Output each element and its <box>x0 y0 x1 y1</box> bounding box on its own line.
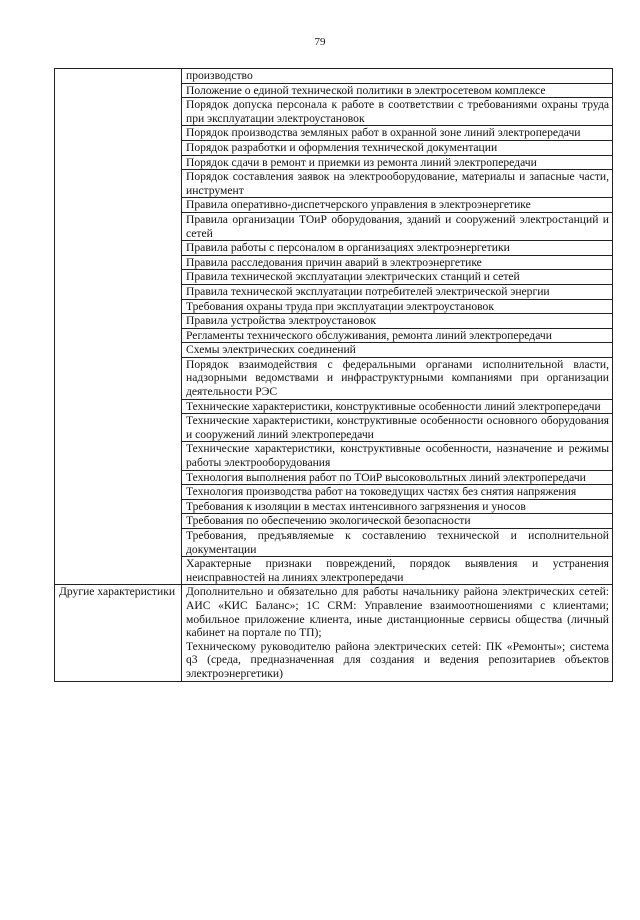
merged-label-cell <box>55 69 182 585</box>
requirement-item: Характерные признаки повреждений, порядок выявления и устранения неисправностей на линиях электропередачи <box>182 557 613 585</box>
requirement-item: Порядок разработки и оформления технической документации <box>182 140 613 155</box>
requirement-item: Требования, предъявляемые к составлению технической и исполнительной документации <box>182 529 613 557</box>
requirement-item: Требования к изоляции в местах интенсивного загрязнения и уносов <box>182 499 613 514</box>
requirement-item: Технические характеристики, конструктивные особенности основного оборудования и сооружений линий электропередачи <box>182 414 613 442</box>
requirement-item: Правила работы с персоналом в организациях электроэнергетики <box>182 241 613 256</box>
requirement-item: Требования по обеспечению экологической безопасности <box>182 514 613 529</box>
other-characteristics-label: Другие характеристики <box>55 585 182 681</box>
table-row <box>55 69 613 84</box>
requirement-item: Требования охраны труда при эксплуатации электроустановок <box>182 299 613 314</box>
other-characteristics-paragraph-1: Дополнительно и обязательно для работы начальнику района электрических сетей: АИС «КИС Баланс»; 1С CRM: Управление взаимоотношениями с клиентами; мобильное приложение клиента, иные дистанционные сервисы общества (личный кабинет на портале по ТП); <box>186 585 609 640</box>
requirement-item: Правила технической эксплуатации потребителей электрической энергии <box>182 284 613 299</box>
requirements-table <box>54 68 613 682</box>
requirement-item: Порядок сдачи в ремонт и приемки из ремонта линий электропередачи <box>182 155 613 170</box>
other-characteristics-value <box>182 585 613 681</box>
requirement-item: Технология выполнения работ по ТОиР высоковольтных линий электропередачи <box>182 470 613 485</box>
table-body <box>55 69 613 682</box>
requirement-item: Порядок допуска персонала к работе в соответствии с требованиями охраны труда при эксплуатации электроустановок <box>182 98 613 126</box>
requirement-item: Правила оперативно-диспетчерского управления в электроэнергетике <box>182 198 613 213</box>
requirement-item: Правила организации ТОиР оборудования, зданий и сооружений электростанций и сетей <box>182 212 613 240</box>
requirement-item: производство <box>182 69 613 84</box>
requirement-item: Правила технической эксплуатации электрических станций и сетей <box>182 270 613 285</box>
other-characteristics-paragraph-2: Техническому руководителю района электрических сетей: ПК «Ремонты»; система q3 (среда, предназначенная для создания и ведения репозитариев объектов электроэнергетики) <box>186 639 609 680</box>
requirement-item: Порядок производства земляных работ в охранной зоне линий электропередачи <box>182 126 613 141</box>
requirement-item: Положение о единой технической политики в электросетевом комплексе <box>182 83 613 98</box>
requirement-item: Порядок взаимодействия с федеральными органами исполнительной власти, надзорными ведомствами и инфраструктурными компаниями при организации деятельности РЭС <box>182 357 613 399</box>
other-characteristics-row <box>55 585 613 681</box>
requirement-item: Технические характеристики, конструктивные особенности, назначение и режимы работы электрооборудования <box>182 442 613 470</box>
requirement-item: Схемы электрических соединений <box>182 343 613 358</box>
requirement-item: Технические характеристики, конструктивные особенности линий электропередачи <box>182 399 613 414</box>
requirement-item: Регламенты технического обслуживания, ремонта линий электропередачи <box>182 328 613 343</box>
requirement-item: Технология производства работ на токоведущих частях без снятия напряжения <box>182 485 613 500</box>
page-number: 79 <box>314 36 326 48</box>
requirement-item: Правила устройства электроустановок <box>182 314 613 329</box>
requirement-item: Порядок составления заявок на электрооборудование, материалы и запасные части, инструмент <box>182 170 613 198</box>
requirement-item: Правила расследования причин аварий в электроэнергетике <box>182 255 613 270</box>
